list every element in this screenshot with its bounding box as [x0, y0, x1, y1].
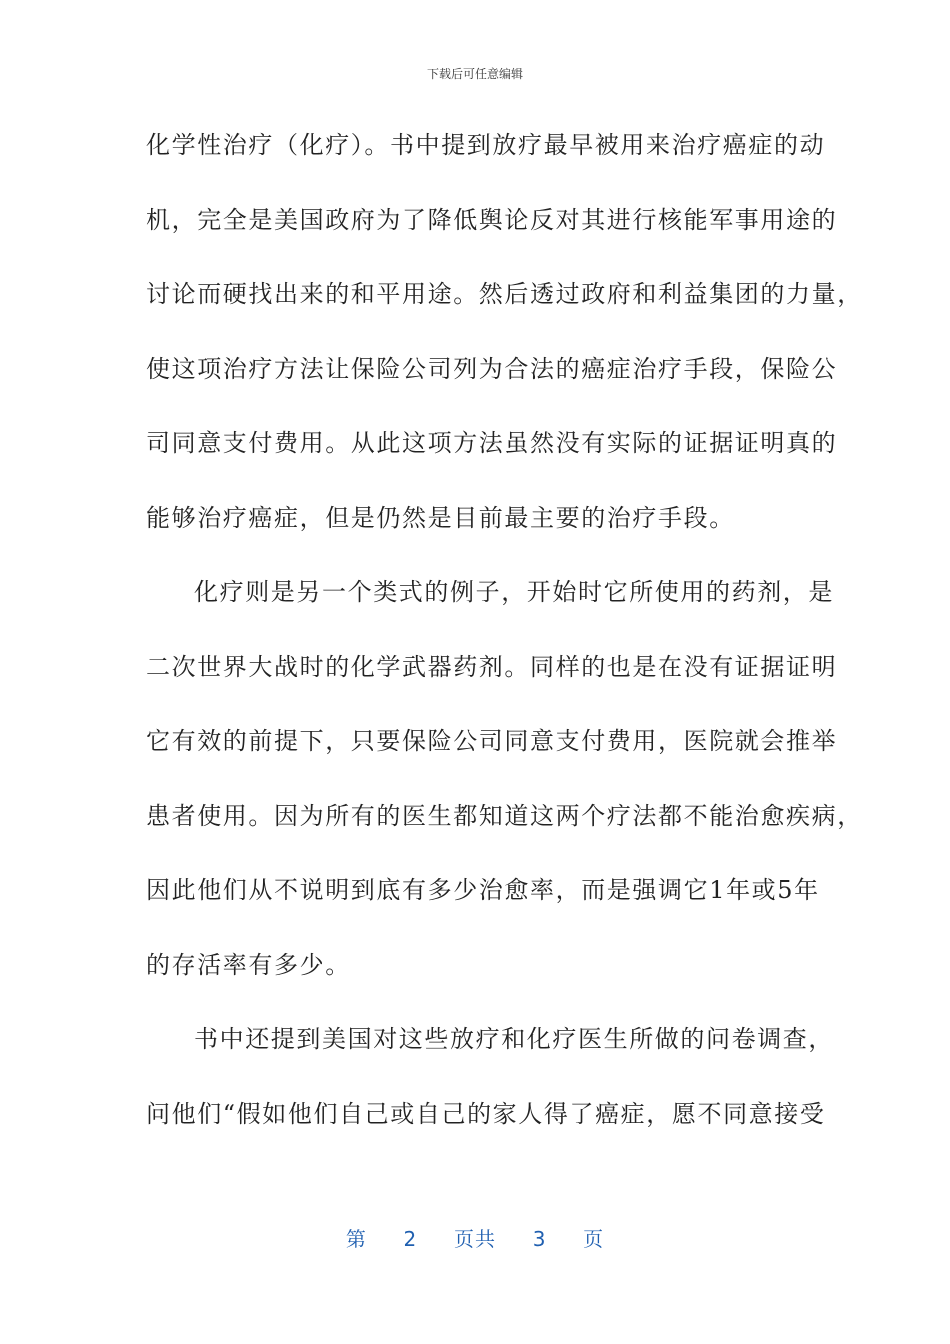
page-header-note: 下载后可任意编辑 [426, 67, 523, 81]
paragraph-line: 患者使用。因为所有的医生都知道这两个疗法都不能治愈疾病， [146, 801, 863, 830]
paragraph-line: 因此他们从不说明到底有多少治愈率，而是强调它1年或5年 [146, 876, 820, 904]
footer-prefix: 第 [345, 1227, 367, 1251]
current-page-number: 2 [403, 1227, 418, 1251]
paragraph-line: 问他们“假如他们自己或自己的家人得了癌症，愿不同意接受 [146, 1099, 826, 1128]
paragraph-line: 能够治疗癌症，但是仍然是目前最主要的治疗手段。 [146, 503, 735, 532]
total-page-number: 3 [532, 1227, 547, 1251]
body-text [146, 120, 863, 1163]
footer-suffix: 页 [583, 1227, 605, 1251]
paragraph-line: 的存活率有多少。 [146, 950, 351, 979]
paragraph-line: 化疗则是另一个类式的例子，开始时它所使用的药剂，是 [194, 578, 834, 606]
page-number-footer [0, 1226, 950, 1252]
paragraph-line: 二次世界大战时的化学武器药剂。同样的也是在没有证据证明 [146, 652, 838, 681]
paragraph-line: 讨论而硬找出来的和平用途。然后透过政府和利益集团的力量， [146, 280, 863, 308]
paragraph-line: 它有效的前提下，只要保险公司同意支付费用，医院就会推举 [146, 727, 838, 755]
paragraph-line: 使这项治疗方法让保险公司列为合法的癌症治疗手段，保险公 [146, 354, 838, 383]
paragraph-line: 化学性治疗（化疗）。书中提到放疗最早被用来治疗癌症的动 [146, 131, 826, 159]
footer-middle: 页共 [454, 1227, 496, 1251]
paragraph-line: 司同意支付费用。从此这项方法虽然没有实际的证据证明真的 [146, 429, 838, 457]
paragraph-line: 机，完全是美国政府为了降低舆论反对其进行核能军事用途的 [146, 205, 838, 234]
paragraph-line: 书中还提到美国对这些放疗和化疗医生所做的问卷调查， [194, 1025, 834, 1053]
